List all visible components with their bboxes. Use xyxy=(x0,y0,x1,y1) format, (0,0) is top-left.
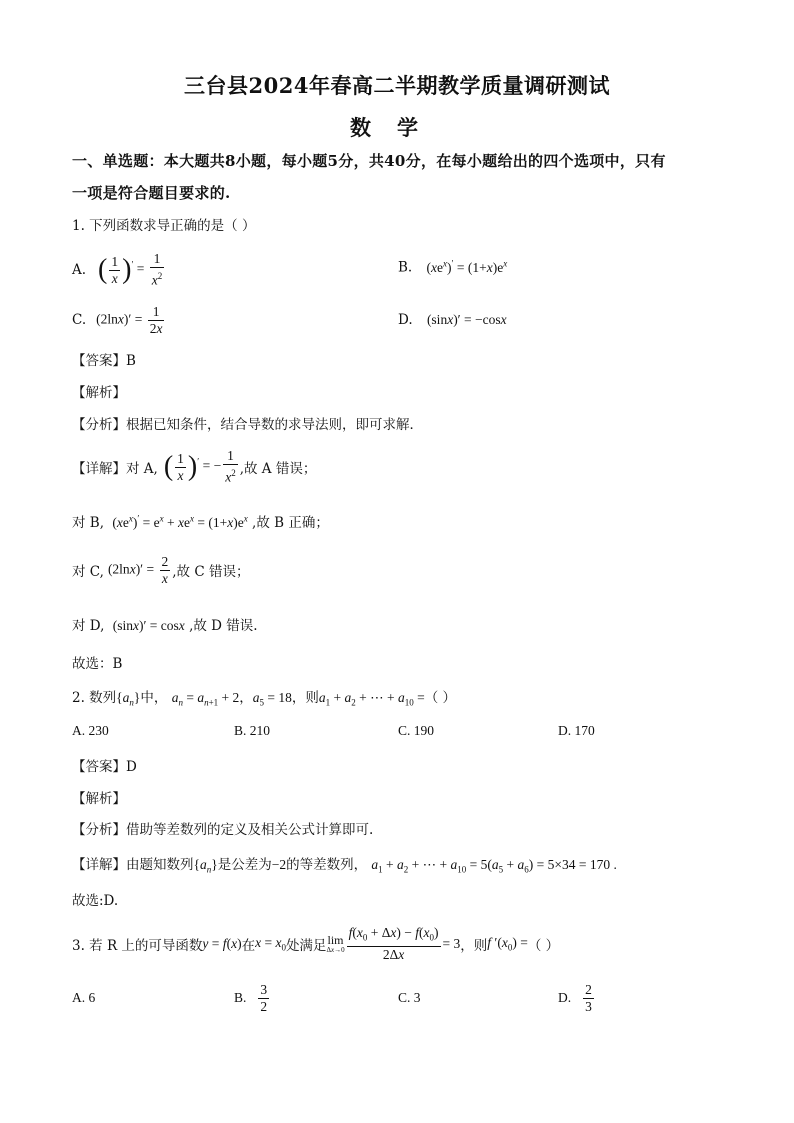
q1-detail-b-pre: 对 B, xyxy=(72,515,105,531)
q1-detail-d xyxy=(72,614,258,634)
q3-option-c: C. 3 xyxy=(398,990,421,1005)
q1-option-a-label: A. xyxy=(72,262,87,278)
q1-fenxi: 【分析】根据已知条件，结合导数的求导法则，即可求解． xyxy=(72,417,423,433)
q2-choice: 故选:D. xyxy=(72,893,119,909)
q1-stem: 1. 下列函数求导正确的是（ ） xyxy=(72,218,256,234)
q2-sequence-math: $\{a_n\}$ xyxy=(116,690,141,708)
q1-detail-a-post: ,故 A 错误； xyxy=(239,461,317,477)
subject-text: 数学 xyxy=(350,115,444,140)
q2-stem-pre: 2. 数列 xyxy=(72,690,117,706)
q1-option-c-label: C. xyxy=(72,312,87,328)
q3-stem-post: ，则 xyxy=(460,938,488,954)
q1-option-b-math: $(xe^x)' = (1+x)e^x$ xyxy=(426,258,508,275)
q3-stem xyxy=(72,922,559,966)
q2-detail-pre: 【详解】由题知数列 xyxy=(72,857,194,873)
q3-stem-end: （ ） xyxy=(527,938,560,954)
q3-option-d xyxy=(558,976,596,1020)
section-heading-line2: 一项是符合题目要求的. xyxy=(72,184,231,202)
q3-stem-pre: 3. 若 R 上的可导函数 xyxy=(72,938,203,954)
q2-detail-seq: $\{a_n\}$ xyxy=(193,857,218,875)
exam-title: 三台县2024年春高二半期教学质量调研测试 xyxy=(184,73,610,98)
q1-detail-a-math: ( $\frac{1}{x}$ )′ = − $\frac{1}{x^2}$ xyxy=(163,448,236,485)
q2-detail-math: $a_1 + a_2$ + ⋯ + $a_{10} = 5(a_5 + a_6) = 5\times 34 = 170$ . xyxy=(371,857,617,875)
q1-option-b-label: B. xyxy=(398,259,413,276)
q1-option-d-label: D. xyxy=(398,312,413,328)
q2-stem xyxy=(72,686,456,708)
q1-jiexi: 【解析】 xyxy=(72,385,126,401)
q2-jiexi: 【解析】 xyxy=(72,791,126,807)
q2-option-b: B. 210 xyxy=(234,723,271,738)
q2-option-a: A. 230 xyxy=(72,723,109,738)
q1-detail-d-pre: 对 D, xyxy=(72,618,105,634)
q2-stem-end: （ ） xyxy=(424,690,457,706)
q1-detail-c-math: (2lnx)′ = $\frac{2}{x}$ xyxy=(107,553,169,586)
q2-fenxi: 【分析】借助等差数列的定义及相关公式计算即可. xyxy=(72,822,374,838)
q2-stem-post: ，则 xyxy=(291,690,319,706)
q1-option-a xyxy=(72,248,166,292)
q3-option-d-math: $\frac{2}{3}$ xyxy=(585,981,592,1014)
q1-choice: 故选：B xyxy=(72,656,123,672)
q3-limit-math: lim Δx→0 $\frac{f(x_0 + \Delta x) - f(x_0)}{2\Delta x}$ = 3 xyxy=(326,925,461,962)
q1-option-b xyxy=(398,258,507,276)
section-heading-line1: 一、单选题：本大题共8小题，每小题5分，共40分，在每小题给出的四个选项中，只有 xyxy=(72,152,666,170)
subject-heading xyxy=(0,112,794,142)
q3-stem-mid: 在 xyxy=(241,938,256,954)
q3-point-math: $x = x_0$ xyxy=(255,935,286,953)
q2-detail xyxy=(72,853,617,875)
q1-detail-d-post: ,故 D 错误. xyxy=(189,618,258,634)
q1-detail-a-pre: 【详解】对 A, xyxy=(72,461,158,477)
q1-detail-c xyxy=(72,549,249,591)
q1-option-d xyxy=(398,312,507,328)
q1-detail-c-pre: 对 C, xyxy=(72,564,104,580)
q3-option-a: A. 6 xyxy=(72,990,96,1005)
q2-answer: 【答案】D xyxy=(72,759,137,775)
q2-option-c: C. 190 xyxy=(398,723,435,738)
q1-detail-a xyxy=(72,444,316,490)
q1-option-c xyxy=(72,300,166,340)
q2-option-d: D. 170 xyxy=(558,723,595,738)
q2-detail-mid2: 的等差数列， xyxy=(286,857,368,873)
q3-option-d-label: D. xyxy=(558,990,572,1005)
q1-detail-b xyxy=(72,511,329,531)
q3-option-b xyxy=(234,976,271,1020)
q1-detail-d-math: (sinx)′ = cosx xyxy=(112,618,185,633)
q1-detail-b-math: $(xe^x)' = e^x + xe^x = (1+x)e^x$ xyxy=(112,513,248,530)
q2-detail-mid: 是公差为 xyxy=(217,857,272,873)
q2-sum-math: $a_1 + a_2$ + ⋯ + $a_{10}$ = xyxy=(318,690,425,708)
q3-stem-mid2: 处满足 xyxy=(285,938,327,954)
q1-detail-c-post: ,故 C 错误； xyxy=(172,564,250,580)
q1-option-a-math: ( $\frac{1}{x}$ )′ = $\frac{1}{x^2}$ xyxy=(98,251,163,288)
q2-stem-mid: 中， xyxy=(140,690,168,706)
q3-derivative-math: f $'(x_0)$ = xyxy=(487,935,528,953)
q3-function-math: y = f(x) xyxy=(202,936,242,951)
q3-option-b-math: $\frac{3}{2}$ xyxy=(260,981,268,1014)
q2-detail-diff: −2 xyxy=(271,857,287,872)
q1-answer: 【答案】B xyxy=(72,353,136,369)
q1-option-d-math: (sinx)′ = −cosx xyxy=(426,312,507,327)
q1-detail-b-post: ,故 B 正确； xyxy=(252,515,329,531)
q1-option-c-math: (2lnx)′ = $\frac{1}{2x}$ xyxy=(96,303,163,336)
q3-option-b-label: B. xyxy=(234,990,247,1005)
q2-recurrence-math: $a_n = a_{n+1} + 2$，$a_5 = 18$ xyxy=(171,690,292,708)
